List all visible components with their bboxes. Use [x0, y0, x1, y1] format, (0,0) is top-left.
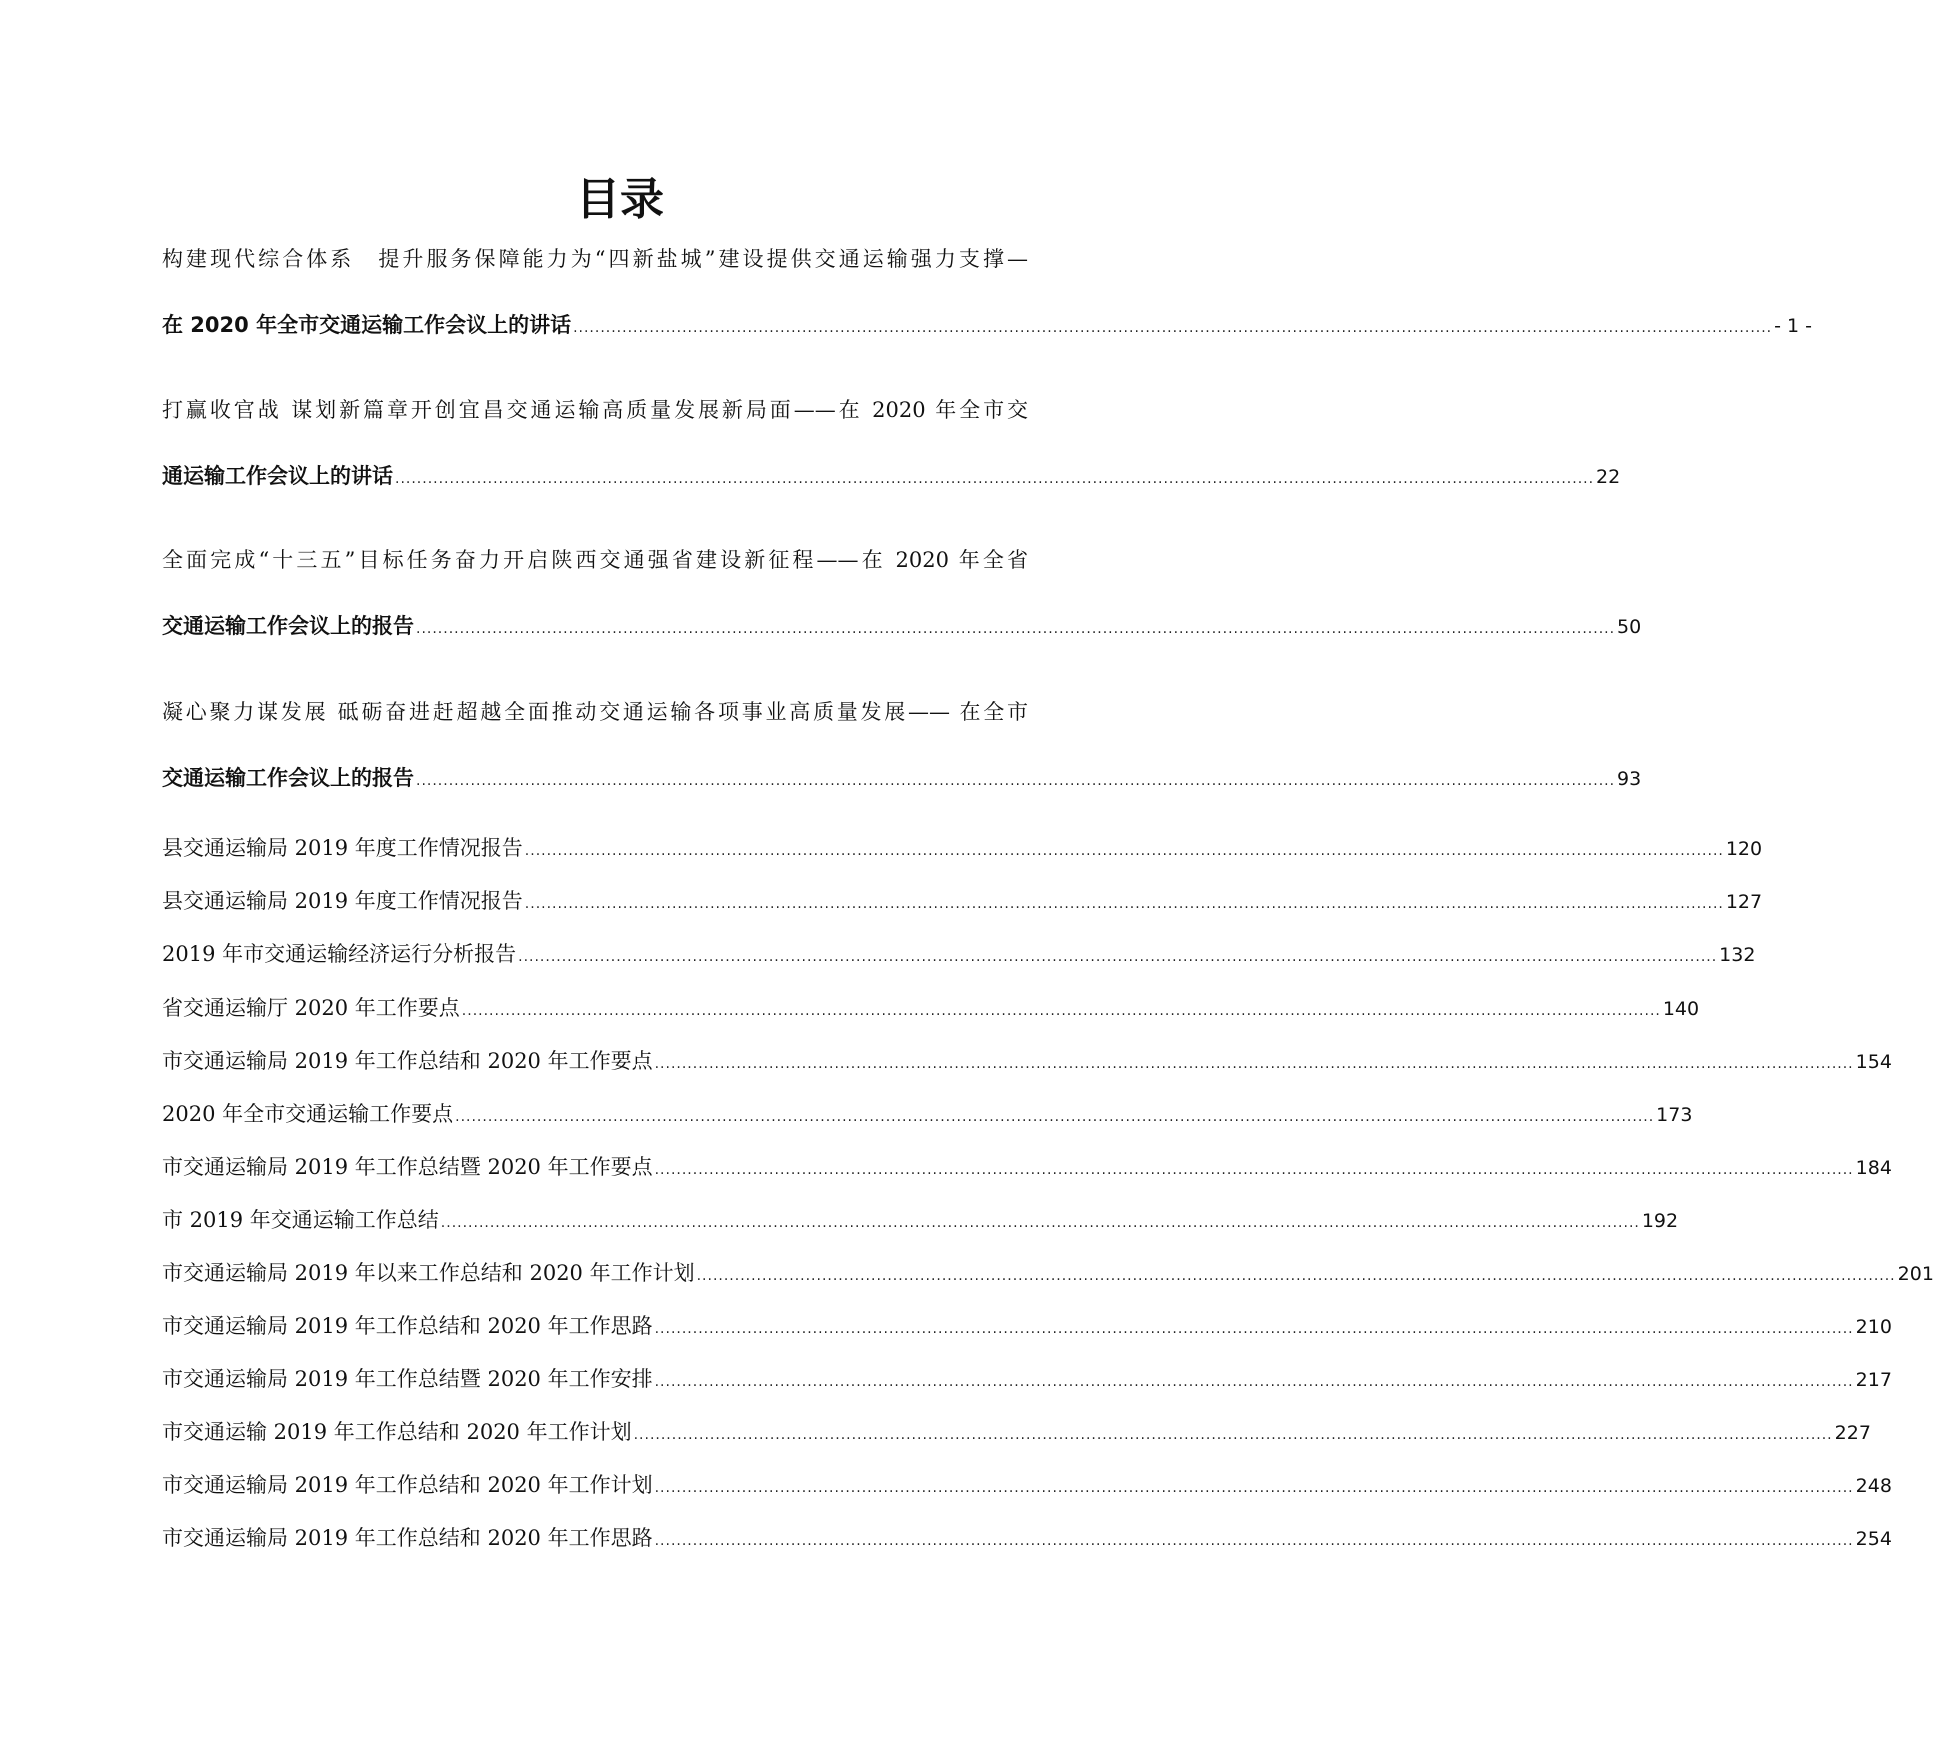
- dot-leader: ............................................................................................................................................................................................................................: [654, 1374, 1854, 1390]
- toc-entry-line: [162, 1258, 1934, 1291]
- dot-leader: ............................................................................................................................................................................................................................: [518, 949, 1718, 965]
- toc-entry-title: 市交通运输 2019 年工作总结和 2020 年工作计划: [162, 1420, 632, 1444]
- dot-leader: ............................................................................................................................................................................................................................: [654, 1480, 1854, 1496]
- toc-entry-title: 省交通运输厅 2020 年工作要点: [162, 996, 460, 1020]
- toc-entry-line2: [162, 461, 1621, 494]
- toc-entry-line: [162, 1046, 1892, 1079]
- dot-leader: ............................................................................................................................................................................................................................: [455, 1109, 1655, 1125]
- toc-entry-line: [162, 1523, 1892, 1556]
- toc-page-number: 93: [1617, 768, 1642, 790]
- toc-entry-line: [162, 833, 1763, 866]
- toc-entry-title: 县交通运输局 2019 年度工作情况报告: [162, 836, 523, 860]
- toc-page-number: 217: [1855, 1369, 1892, 1391]
- toc-entry-line1: 凝心聚力谋发展 砥砺奋进赶超越全面推动交通运输各项事业高质量发展—— 在全市: [162, 700, 1028, 724]
- toc-entry-line2: [162, 763, 1642, 796]
- dot-leader: ............................................................................................................................................................................................................................: [524, 896, 1724, 912]
- toc-page-number: 201: [1897, 1263, 1934, 1285]
- toc-entry-line2: [162, 310, 1813, 343]
- toc-entry-line: [162, 1364, 1892, 1397]
- toc-page-number: 154: [1855, 1051, 1892, 1073]
- toc-page-number: 192: [1641, 1210, 1679, 1232]
- dot-leader: ............................................................................................................................................................................................................................: [416, 621, 1616, 637]
- toc-entry-line: [162, 939, 1756, 972]
- dot-leader: ............................................................................................................................................................................................................................: [654, 1321, 1854, 1337]
- toc-title: 目录: [576, 174, 664, 225]
- toc-entry-title: 在 2020 年全市交通运输工作会议上的讲话: [162, 313, 572, 337]
- toc-entry-title: 2020 年全市交通运输工作要点: [162, 1102, 454, 1126]
- dot-leader: ............................................................................................................................................................................................................................: [524, 843, 1724, 859]
- dot-leader: ............................................................................................................................................................................................................................: [461, 1003, 1661, 1019]
- toc-page-number: 22: [1596, 466, 1621, 488]
- dot-leader: ............................................................................................................................................................................................................................: [416, 773, 1616, 789]
- toc-entry-title: 市交通运输局 2019 年工作总结和 2020 年工作思路: [162, 1314, 653, 1338]
- toc-entry-title: 交通运输工作会议上的报告: [162, 766, 414, 790]
- toc-page-number: 254: [1855, 1528, 1892, 1550]
- toc-entry-title: 市交通运输局 2019 年以来工作总结和 2020 年工作计划: [162, 1261, 695, 1285]
- dot-leader: ............................................................................................................................................................................................................................: [633, 1427, 1833, 1443]
- toc-entry-line1: 全面完成“十三五”目标任务奋力开启陕西交通强省建设新征程——在 2020 年全省: [162, 548, 1028, 572]
- toc-page-number: 184: [1855, 1157, 1892, 1179]
- toc-entry-title: 县交通运输局 2019 年度工作情况报告: [162, 889, 523, 913]
- dot-leader: ............................................................................................................................................................................................................................: [573, 320, 1773, 336]
- toc-entry-line2: [162, 611, 1642, 644]
- dot-leader: ............................................................................................................................................................................................................................: [696, 1268, 1896, 1284]
- toc-entry-title: 市交通运输局 2019 年工作总结和 2020 年工作思路: [162, 1526, 653, 1550]
- toc-entry-title: 通运输工作会议上的讲话: [162, 464, 393, 488]
- dot-leader: ............................................................................................................................................................................................................................: [395, 471, 1595, 487]
- toc-page-number: 248: [1855, 1475, 1892, 1497]
- toc-entry-line: [162, 1417, 1871, 1450]
- toc-entry-title: 市交通运输局 2019 年工作总结暨 2020 年工作要点: [162, 1155, 653, 1179]
- toc-entry-line: [162, 1205, 1679, 1238]
- toc-page-number: 227: [1834, 1422, 1871, 1444]
- toc-entry-title: 市交通运输局 2019 年工作总结和 2020 年工作要点: [162, 1049, 653, 1073]
- toc-entry-line: [162, 993, 1700, 1026]
- toc-page-number: 173: [1656, 1104, 1693, 1126]
- toc-page-number: 210: [1855, 1316, 1892, 1338]
- dot-leader: ............................................................................................................................................................................................................................: [654, 1533, 1854, 1549]
- dot-leader: ............................................................................................................................................................................................................................: [654, 1056, 1854, 1072]
- toc-entry-line: [162, 1311, 1892, 1344]
- toc-entry-title: 2019 年市交通运输经济运行分析报告: [162, 942, 517, 966]
- toc-page-number: 50: [1617, 616, 1642, 638]
- toc-entry-title: 市 2019 年交通运输工作总结: [162, 1208, 439, 1232]
- toc-page-number: 120: [1725, 838, 1763, 860]
- toc-entry-line1: 打赢收官战 谋划新篇章开创宜昌交通运输高质量发展新局面——在 2020 年全市交: [162, 398, 1028, 422]
- toc-entry-line: [162, 886, 1763, 919]
- toc-entry-title: 市交通运输局 2019 年工作总结和 2020 年工作计划: [162, 1473, 653, 1497]
- toc-entry-title: 交通运输工作会议上的报告: [162, 614, 414, 638]
- toc-entry-line1: 构建现代综合体系 提升服务保障能力为“四新盐城”建设提供交通运输强力支撑—: [162, 247, 1028, 271]
- toc-page-number: - 1 -: [1774, 315, 1813, 337]
- dot-leader: ............................................................................................................................................................................................................................: [440, 1215, 1640, 1231]
- toc-entry-line: [162, 1099, 1693, 1132]
- toc-entry-title: 市交通运输局 2019 年工作总结暨 2020 年工作安排: [162, 1367, 653, 1391]
- toc-page-number: 127: [1725, 891, 1763, 913]
- toc-entry-line: [162, 1470, 1892, 1503]
- toc-page-number: 132: [1719, 944, 1756, 966]
- toc-entry-line: [162, 1152, 1892, 1185]
- dot-leader: ............................................................................................................................................................................................................................: [654, 1162, 1854, 1178]
- toc-page-number: 140: [1662, 998, 1700, 1020]
